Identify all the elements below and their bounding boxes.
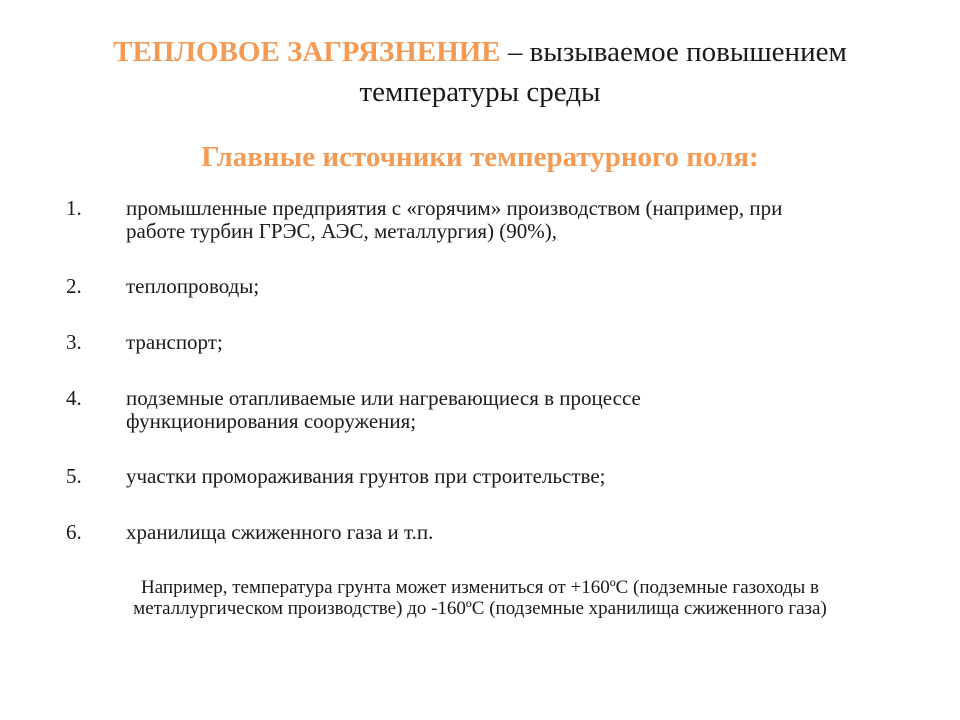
list-item-number: 2. — [66, 274, 82, 298]
list-item-line: теплопроводы; — [126, 274, 260, 298]
title-rest: – вызываемое повышением — [500, 36, 847, 68]
title-line-2: температуры среды — [359, 76, 601, 108]
section-subtitle: Главные источники температурного поля: — [201, 141, 759, 173]
note-line-1: Например, температура грунта может измениться от +160ºC (подземные газоходы в — [141, 577, 819, 598]
list-item-line: хранилища сжиженного газа и т.п. — [126, 520, 434, 544]
list-item-text — [126, 465, 896, 488]
list-item-number: 6. — [66, 520, 82, 544]
list-item-line: транспорт; — [126, 330, 223, 354]
list-item-text — [126, 197, 896, 243]
list-item-number: 3. — [66, 330, 82, 354]
list-item-line: работе турбин ГРЭС, АЭС, металлургия) (90%), — [126, 219, 557, 243]
example-note — [60, 577, 900, 619]
list-item-text — [126, 331, 896, 354]
list-item-number: 5. — [66, 464, 82, 488]
list-item-text — [126, 275, 896, 298]
list-item-line: подземные отапливаемые или нагревающиеся в процессе — [126, 386, 641, 410]
list-item-number: 4. — [66, 386, 82, 410]
list-item-line: функционирования сооружения; — [126, 409, 417, 433]
note-line-2: металлургическом производстве) до -160ºC (подземные хранилища сжиженного газа) — [133, 598, 827, 619]
list-item-text — [126, 387, 896, 433]
list-item-line: участки промораживания грунтов при строительстве; — [126, 464, 606, 488]
list-item-number: 1. — [66, 196, 82, 220]
title-accent: ТЕПЛОВОЕ ЗАГРЯЗНЕНИЕ — [113, 36, 501, 68]
list-item-text — [126, 521, 896, 544]
list-item-line: промышленные предприятия с «горячим» производством (например, при — [126, 196, 783, 220]
